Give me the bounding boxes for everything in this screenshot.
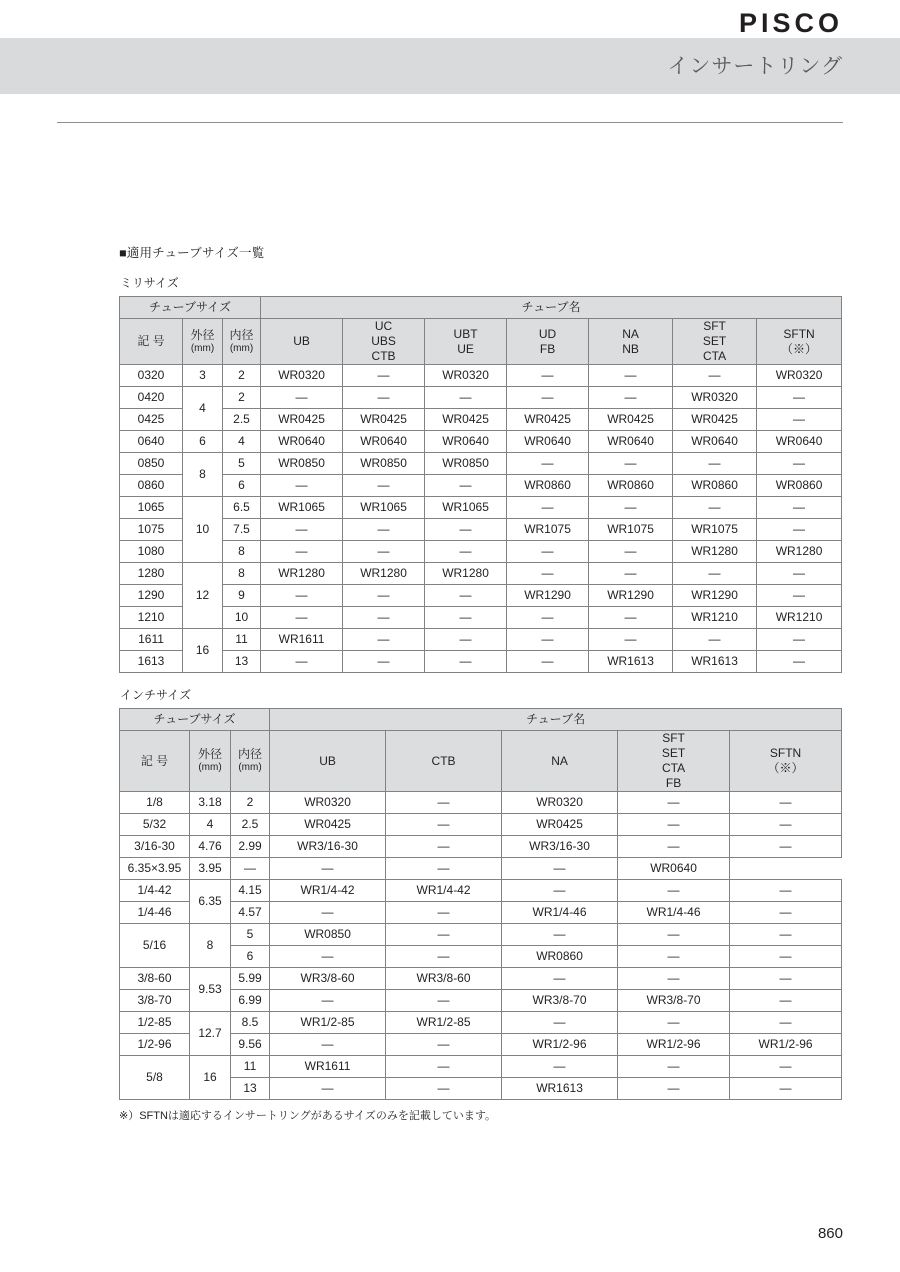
cell-value: — — [343, 519, 425, 541]
cell-value: WR0320 — [261, 365, 343, 387]
cell-value: WR0640 — [673, 431, 757, 453]
cell-value: WR0320 — [425, 365, 507, 387]
cell-value: WR1210 — [757, 607, 842, 629]
inch-header-tube-size: チューブサイズ — [120, 709, 270, 731]
cell-value: WR0640 — [757, 431, 842, 453]
cell-outer-diameter: 12.7 — [190, 1012, 231, 1056]
cell-value: — — [502, 1012, 618, 1034]
table-row — [120, 563, 842, 585]
cell-code: 5/32 — [120, 814, 190, 836]
cell-value: WR1613 — [673, 651, 757, 673]
cell-value: — — [757, 409, 842, 431]
cell-value: — — [589, 541, 673, 563]
cell-value: — — [261, 387, 343, 409]
inch-column-header-5: CTB — [386, 731, 502, 792]
cell-value: — — [730, 990, 842, 1012]
cell-value: WR0850 — [343, 453, 425, 475]
cell-value: — — [386, 792, 502, 814]
table-row — [120, 1056, 842, 1078]
cell-value: — — [757, 585, 842, 607]
cell-value: WR1/4-46 — [502, 902, 618, 924]
table-row — [120, 409, 842, 431]
cell-value: WR1/4-46 — [618, 902, 730, 924]
cell-outer-diameter: 10 — [183, 497, 223, 563]
cell-inner-diameter: 6 — [223, 475, 261, 497]
cell-code: 1075 — [120, 519, 183, 541]
cell-value: — — [618, 836, 730, 858]
cell-value: — — [618, 924, 730, 946]
cell-value: — — [386, 1078, 502, 1100]
cell-value: — — [507, 541, 589, 563]
table-row — [120, 792, 842, 814]
cell-value: WR0320 — [502, 792, 618, 814]
cell-value: — — [425, 541, 507, 563]
cell-value: — — [270, 858, 386, 880]
cell-value: — — [757, 497, 842, 519]
cell-value: — — [673, 563, 757, 585]
cell-value: WR3/8-60 — [270, 968, 386, 990]
table-row — [120, 585, 842, 607]
cell-code: 1/4-46 — [120, 902, 190, 924]
cell-value: — — [343, 585, 425, 607]
cell-value: — — [231, 858, 270, 880]
cell-inner-diameter: 5 — [231, 924, 270, 946]
milli-header-tube-size: チューブサイズ — [120, 297, 261, 319]
cell-value: — — [618, 1056, 730, 1078]
cell-value: — — [618, 880, 730, 902]
cell-value: — — [730, 946, 842, 968]
cell-value: — — [730, 902, 842, 924]
cell-inner-diameter: 6 — [231, 946, 270, 968]
cell-outer-diameter: 9.53 — [190, 968, 231, 1012]
cell-inner-diameter: 2 — [223, 365, 261, 387]
cell-value: WR1290 — [673, 585, 757, 607]
cell-value: WR0860 — [589, 475, 673, 497]
cell-value: WR3/8-70 — [618, 990, 730, 1012]
cell-code: 5/16 — [120, 924, 190, 968]
cell-inner-diameter: 4.57 — [231, 902, 270, 924]
cell-value: WR0425 — [425, 409, 507, 431]
cell-inner-diameter: 4 — [223, 431, 261, 453]
cell-value: WR0850 — [261, 453, 343, 475]
cell-value: — — [425, 475, 507, 497]
cell-value: WR1075 — [589, 519, 673, 541]
milli-column-header-3: 内径 (mm) — [223, 319, 261, 365]
cell-value: — — [425, 585, 507, 607]
milli-column-header-row — [120, 319, 842, 365]
cell-value: WR0425 — [261, 409, 343, 431]
cell-value: WR0640 — [343, 431, 425, 453]
cell-value: — — [507, 651, 589, 673]
cell-inner-diameter: 8.5 — [231, 1012, 270, 1034]
cell-value: — — [589, 453, 673, 475]
cell-value: — — [730, 814, 842, 836]
cell-value: — — [270, 990, 386, 1012]
cell-value: — — [261, 607, 343, 629]
milli-group-header-row — [120, 297, 842, 319]
cell-value: — — [261, 585, 343, 607]
table-row — [120, 519, 842, 541]
section-title: ■適用チューブサイズ一覧 — [119, 246, 265, 260]
cell-value: WR0320 — [673, 387, 757, 409]
table-row — [120, 651, 842, 673]
cell-value: — — [343, 387, 425, 409]
cell-value: — — [757, 563, 842, 585]
cell-value: WR1613 — [502, 1078, 618, 1100]
cell-outer-diameter: 16 — [190, 1056, 231, 1100]
cell-value: — — [270, 902, 386, 924]
cell-value: WR0640 — [261, 431, 343, 453]
cell-code: 0425 — [120, 409, 183, 431]
table-row — [120, 858, 842, 880]
cell-outer-diameter: 6 — [183, 431, 223, 453]
cell-inner-diameter: 2.5 — [223, 409, 261, 431]
cell-value: WR1/2-96 — [730, 1034, 842, 1056]
cell-value: — — [343, 365, 425, 387]
cell-value: — — [589, 629, 673, 651]
milli-column-header-4: UB — [261, 319, 343, 365]
cell-value: — — [507, 497, 589, 519]
inch-column-header-2: 外径 (mm) — [190, 731, 231, 792]
table-row — [120, 475, 842, 497]
cell-code: 3/8-60 — [120, 968, 190, 990]
cell-value: — — [425, 519, 507, 541]
cell-value: — — [589, 563, 673, 585]
cell-code: 1/2-96 — [120, 1034, 190, 1056]
inch-column-header-7: SFT SET CTA FB — [618, 731, 730, 792]
cell-value: — — [386, 1056, 502, 1078]
table-row — [120, 629, 842, 651]
table-row — [120, 453, 842, 475]
cell-inner-diameter: 10 — [223, 607, 261, 629]
cell-value: — — [589, 365, 673, 387]
cell-value: WR0860 — [502, 946, 618, 968]
header-divider — [57, 122, 843, 123]
cell-value: — — [730, 792, 842, 814]
cell-value: — — [386, 946, 502, 968]
cell-inner-diameter: 2 — [223, 387, 261, 409]
table-row — [120, 387, 842, 409]
milli-size-table — [119, 296, 842, 673]
cell-code: 0860 — [120, 475, 183, 497]
cell-value: — — [507, 607, 589, 629]
cell-value: WR1280 — [673, 541, 757, 563]
cell-value: — — [343, 607, 425, 629]
cell-value: WR1/2-85 — [270, 1012, 386, 1034]
cell-value: WR1075 — [507, 519, 589, 541]
cell-value: — — [618, 814, 730, 836]
cell-value: — — [425, 607, 507, 629]
cell-value: WR1210 — [673, 607, 757, 629]
cell-code: 1/4-42 — [120, 880, 190, 902]
cell-outer-diameter: 8 — [190, 924, 231, 968]
cell-inner-diameter: 13 — [231, 1078, 270, 1100]
cell-value: WR0860 — [507, 475, 589, 497]
cell-value: — — [730, 924, 842, 946]
cell-code: 1/2-85 — [120, 1012, 190, 1034]
inch-column-header-1: 記 号 — [120, 731, 190, 792]
cell-outer-diameter: 8 — [183, 453, 223, 497]
cell-value: — — [757, 387, 842, 409]
cell-value: — — [261, 475, 343, 497]
cell-value: — — [673, 453, 757, 475]
cell-value: — — [343, 541, 425, 563]
milli-column-header-1: 記 号 — [120, 319, 183, 365]
cell-value: WR3/8-70 — [502, 990, 618, 1012]
cell-inner-diameter: 11 — [231, 1056, 270, 1078]
milli-column-header-7: UD FB — [507, 319, 589, 365]
cell-value: WR1/4-42 — [386, 880, 502, 902]
cell-value: — — [757, 629, 842, 651]
cell-value: WR0425 — [673, 409, 757, 431]
cell-value: — — [618, 1078, 730, 1100]
cell-inner-diameter: 3.95 — [190, 858, 231, 880]
table-row — [120, 607, 842, 629]
cell-value: WR0640 — [589, 431, 673, 453]
cell-value: — — [261, 519, 343, 541]
milli-column-header-8: NA NB — [589, 319, 673, 365]
cell-value: — — [386, 814, 502, 836]
cell-value: WR0425 — [507, 409, 589, 431]
milli-column-header-5: UC UBS CTB — [343, 319, 425, 365]
cell-code: 1613 — [120, 651, 183, 673]
cell-code: 0320 — [120, 365, 183, 387]
cell-inner-diameter: 6.5 — [223, 497, 261, 519]
cell-value: — — [425, 387, 507, 409]
cell-value: WR0425 — [502, 814, 618, 836]
cell-value: — — [673, 365, 757, 387]
cell-value: — — [757, 453, 842, 475]
footnote: ※）SFTNは適応するインサートリングがあるサイズのみを記載しています。 — [119, 1110, 496, 1122]
table-row — [120, 1012, 842, 1034]
cell-value: WR0640 — [618, 858, 730, 880]
cell-value: — — [386, 902, 502, 924]
table-row — [120, 431, 842, 453]
cell-value: — — [425, 651, 507, 673]
inch-group-header-row — [120, 709, 842, 731]
cell-value: — — [673, 497, 757, 519]
cell-code: 0420 — [120, 387, 183, 409]
cell-code: 6.35×3.95 — [120, 858, 190, 880]
cell-value: — — [673, 629, 757, 651]
inch-column-header-3: 内径 (mm) — [231, 731, 270, 792]
cell-value: — — [343, 475, 425, 497]
cell-code: 1611 — [120, 629, 183, 651]
cell-outer-diameter: 4 — [190, 814, 231, 836]
cell-value: WR0860 — [673, 475, 757, 497]
cell-value: — — [507, 563, 589, 585]
cell-value: WR0320 — [757, 365, 842, 387]
cell-inner-diameter: 7.5 — [223, 519, 261, 541]
cell-inner-diameter: 8 — [223, 563, 261, 585]
cell-code: 1/8 — [120, 792, 190, 814]
cell-value: — — [507, 453, 589, 475]
cell-value: WR1280 — [757, 541, 842, 563]
cell-value: WR0425 — [343, 409, 425, 431]
cell-value: — — [502, 880, 618, 902]
cell-value: WR1290 — [589, 585, 673, 607]
inch-column-header-row — [120, 731, 842, 792]
cell-value: WR0425 — [270, 814, 386, 836]
cell-value: WR1065 — [425, 497, 507, 519]
cell-code: 3/16-30 — [120, 836, 190, 858]
cell-value: — — [386, 1034, 502, 1056]
cell-value: — — [386, 924, 502, 946]
cell-value: — — [502, 858, 618, 880]
table-row — [120, 924, 842, 946]
cell-value: WR1/4-42 — [270, 880, 386, 902]
cell-value: WR3/16-30 — [502, 836, 618, 858]
cell-value: WR1/2-96 — [502, 1034, 618, 1056]
cell-value: — — [502, 968, 618, 990]
cell-value: WR1/2-85 — [386, 1012, 502, 1034]
inch-header-tube-name: チューブ名 — [270, 709, 842, 731]
cell-code: 1065 — [120, 497, 183, 519]
cell-outer-diameter: 3.18 — [190, 792, 231, 814]
cell-value: WR0640 — [507, 431, 589, 453]
cell-inner-diameter: 4.15 — [231, 880, 270, 902]
cell-inner-diameter: 9.56 — [231, 1034, 270, 1056]
cell-value: — — [589, 387, 673, 409]
cell-code: 3/8-70 — [120, 990, 190, 1012]
cell-inner-diameter: 2.99 — [231, 836, 270, 858]
inch-column-header-6: NA — [502, 731, 618, 792]
cell-code: 0640 — [120, 431, 183, 453]
milli-column-header-6: UBT UE — [425, 319, 507, 365]
cell-code: 1210 — [120, 607, 183, 629]
cell-inner-diameter: 11 — [223, 629, 261, 651]
cell-value: WR1613 — [589, 651, 673, 673]
cell-value: — — [270, 946, 386, 968]
cell-value: — — [261, 651, 343, 673]
cell-value: WR0425 — [589, 409, 673, 431]
cell-value: WR3/8-60 — [386, 968, 502, 990]
cell-value: WR1280 — [343, 563, 425, 585]
cell-value: WR1280 — [261, 563, 343, 585]
cell-value: — — [270, 1078, 386, 1100]
inch-column-header-8: SFTN （※） — [730, 731, 842, 792]
cell-value: — — [730, 880, 842, 902]
cell-value: WR0640 — [425, 431, 507, 453]
cell-value: WR1280 — [425, 563, 507, 585]
cell-value: — — [730, 836, 842, 858]
table-row — [120, 814, 842, 836]
cell-inner-diameter: 6.99 — [231, 990, 270, 1012]
cell-value: — — [502, 924, 618, 946]
cell-value: WR1065 — [261, 497, 343, 519]
cell-value: WR0320 — [270, 792, 386, 814]
cell-value: WR0860 — [757, 475, 842, 497]
cell-value: — — [507, 365, 589, 387]
table-row — [120, 365, 842, 387]
table-row — [120, 968, 842, 990]
table-row — [120, 541, 842, 563]
cell-value: WR1075 — [673, 519, 757, 541]
cell-value: WR3/16-30 — [270, 836, 386, 858]
milli-size-label: ミリサイズ — [120, 276, 179, 290]
cell-inner-diameter: 8 — [223, 541, 261, 563]
cell-inner-diameter: 5 — [223, 453, 261, 475]
inch-size-label: インチサイズ — [120, 688, 192, 702]
header-title: インサートリング — [667, 55, 843, 78]
cell-value: WR1611 — [261, 629, 343, 651]
cell-value: — — [507, 629, 589, 651]
cell-value: — — [589, 607, 673, 629]
cell-value: — — [757, 519, 842, 541]
cell-value: — — [343, 629, 425, 651]
cell-value: WR0850 — [425, 453, 507, 475]
cell-value: WR1290 — [507, 585, 589, 607]
cell-code: 1080 — [120, 541, 183, 563]
cell-value: — — [618, 792, 730, 814]
cell-value: WR1065 — [343, 497, 425, 519]
cell-value: — — [261, 541, 343, 563]
milli-column-header-2: 外径 (mm) — [183, 319, 223, 365]
cell-value: — — [730, 1056, 842, 1078]
table-row — [120, 836, 842, 858]
table-row — [120, 880, 842, 902]
cell-code: 1280 — [120, 563, 183, 585]
cell-code: 0850 — [120, 453, 183, 475]
cell-outer-diameter: 3 — [183, 365, 223, 387]
cell-inner-diameter: 9 — [223, 585, 261, 607]
milli-column-header-10: SFTN （※） — [757, 319, 842, 365]
cell-inner-diameter: 2.5 — [231, 814, 270, 836]
content-area — [119, 243, 841, 1123]
cell-outer-diameter: 12 — [183, 563, 223, 629]
cell-value: — — [425, 629, 507, 651]
cell-value: WR0850 — [270, 924, 386, 946]
cell-value: — — [618, 968, 730, 990]
milli-column-header-9: SFT SET CTA — [673, 319, 757, 365]
cell-outer-diameter: 4 — [183, 387, 223, 431]
cell-outer-diameter: 16 — [183, 629, 223, 673]
cell-code: 1290 — [120, 585, 183, 607]
brand-logo: PISCO — [738, 8, 843, 38]
cell-value: — — [270, 1034, 386, 1056]
cell-value: — — [730, 1078, 842, 1100]
cell-inner-diameter: 5.99 — [231, 968, 270, 990]
cell-value: — — [343, 651, 425, 673]
cell-inner-diameter: 13 — [223, 651, 261, 673]
inch-column-header-4: UB — [270, 731, 386, 792]
cell-value: — — [757, 651, 842, 673]
page-number: 860 — [817, 1225, 843, 1242]
cell-inner-diameter: 2 — [231, 792, 270, 814]
cell-value: — — [589, 497, 673, 519]
cell-value: WR1611 — [270, 1056, 386, 1078]
inch-size-table — [119, 708, 842, 1100]
cell-value: — — [730, 968, 842, 990]
cell-outer-diameter: 4.76 — [190, 836, 231, 858]
milli-header-tube-name: チューブ名 — [261, 297, 842, 319]
cell-value: — — [502, 1056, 618, 1078]
cell-value: — — [386, 836, 502, 858]
cell-code: 5/8 — [120, 1056, 190, 1100]
cell-outer-diameter: 6.35 — [190, 880, 231, 924]
table-row — [120, 497, 842, 519]
cell-value: — — [618, 946, 730, 968]
cell-value: — — [618, 1012, 730, 1034]
cell-value: — — [730, 1012, 842, 1034]
cell-value: WR1/2-96 — [618, 1034, 730, 1056]
cell-value: — — [386, 990, 502, 1012]
cell-value: — — [386, 858, 502, 880]
cell-value: — — [507, 387, 589, 409]
